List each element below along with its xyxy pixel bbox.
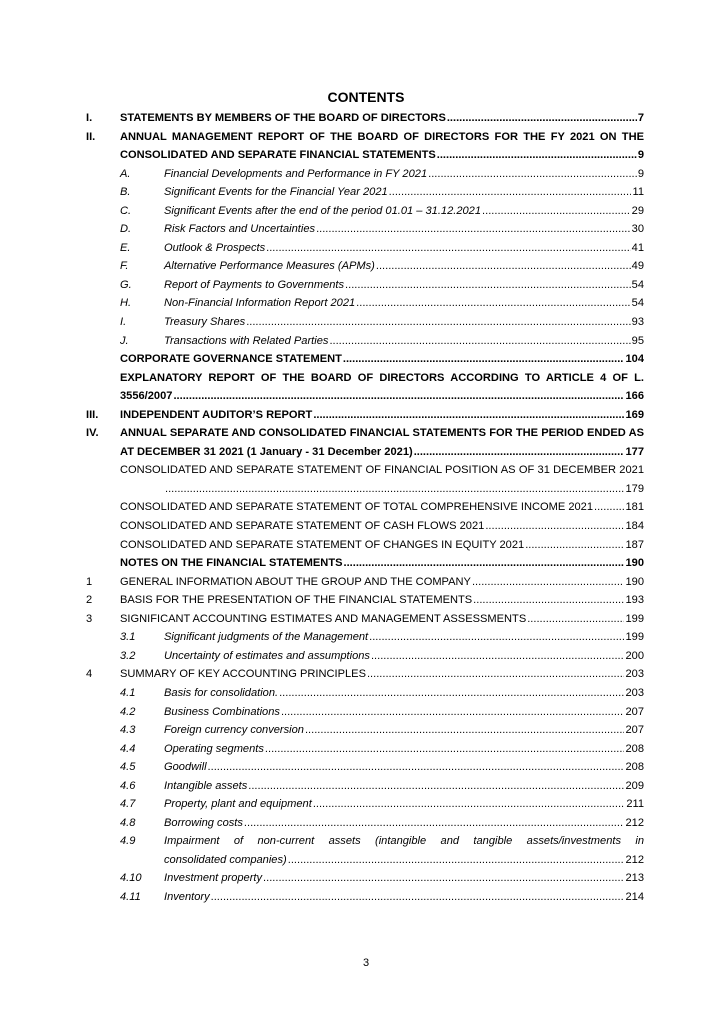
toc-entry[interactable]: [0, 165, 724, 184]
toc-entry[interactable]: [0, 610, 724, 629]
toc-entry[interactable]: [0, 461, 724, 480]
toc-entry-page: 203: [625, 668, 644, 681]
toc-entry-page: 193: [625, 594, 644, 607]
toc-entry-page: 214: [625, 890, 644, 903]
toc-entry[interactable]: [0, 239, 724, 258]
toc-entry-title: Operating segments: [164, 742, 264, 755]
dot-leader: [211, 888, 625, 907]
toc-entry-number: C.: [120, 204, 132, 217]
toc-entry-number: III.: [86, 408, 99, 421]
toc-entry-title: Business Combinations: [164, 705, 280, 718]
dot-leader: [266, 239, 631, 258]
toc-entry-title: 3556/2007: [120, 390, 173, 403]
toc-entry-title: Report of Payments to Governments: [164, 278, 345, 291]
toc-entry-page: 207: [625, 724, 644, 737]
toc-entry-title: Non-Financial Information Report 2021: [164, 297, 356, 310]
toc-entry-page: 209: [625, 779, 644, 792]
toc-entry-page: 93: [631, 316, 644, 329]
dot-leader: [265, 740, 625, 759]
toc-entry-number: 4.2: [120, 705, 136, 718]
toc-entry-page: 9: [637, 149, 644, 162]
toc-entry-title: ANNUAL SEPARATE AND CONSOLIDATED FINANCIAL STATEMENTS FOR THE PERIOD ENDED AS: [120, 427, 644, 440]
toc-entry-title: CONSOLIDATED AND SEPARATE STATEMENT OF CASH FLOWS 2021: [120, 520, 485, 533]
toc-entry[interactable]: [0, 573, 724, 592]
toc-entry-continuation[interactable]: [0, 146, 724, 165]
dot-leader: [246, 313, 630, 332]
toc-entry-title: Financial Developments and Performance in FY 2021: [164, 167, 428, 180]
dot-leader: [244, 814, 625, 833]
toc-entry-continuation[interactable]: [0, 851, 724, 870]
toc-entry[interactable]: [0, 777, 724, 796]
toc-entry-title: GENERAL INFORMATION ABOUT THE GROUP AND THE COMPANY: [120, 575, 471, 588]
toc-entry-number: 4.9: [120, 835, 136, 848]
toc-entry-page: 200: [625, 649, 644, 662]
toc-entry-page: 177: [625, 445, 644, 458]
toc-entry-title: Treasury Shares: [164, 316, 246, 329]
toc-entry[interactable]: [0, 424, 724, 443]
dot-leader: [343, 350, 625, 369]
toc-entry-title: EXPLANATORY REPORT OF THE BOARD OF DIRECTORS ACCORDING TO ARTICLE 4 OF L.: [120, 371, 644, 384]
toc-entry-number: G.: [120, 278, 132, 291]
dot-leader: [414, 443, 625, 462]
toc-entry-page: 190: [625, 575, 644, 588]
toc-entry-continuation[interactable]: [0, 480, 724, 499]
toc-entry[interactable]: [0, 703, 724, 722]
toc-entry-number: E.: [120, 241, 131, 254]
toc-entry[interactable]: [0, 406, 724, 425]
dot-leader: [288, 851, 625, 870]
dot-leader: [279, 684, 624, 703]
dot-leader: [485, 517, 624, 536]
toc-entry-page: 208: [625, 761, 644, 774]
toc-entry[interactable]: [0, 276, 724, 295]
toc-entry-page: 54: [631, 278, 644, 291]
toc-entry[interactable]: [0, 183, 724, 202]
toc-entry-page: 54: [631, 297, 644, 310]
toc-entry-title: Property, plant and equipment: [164, 798, 312, 811]
toc-entry[interactable]: [0, 795, 724, 814]
toc-entry-title: Significant Events for the Financial Year 2021: [164, 186, 388, 199]
toc-entry[interactable]: [0, 888, 724, 907]
toc-entry-page: 166: [625, 390, 644, 403]
dot-leader: [329, 332, 630, 351]
page-title: CONTENTS: [327, 89, 405, 105]
toc-entry-number: A.: [120, 167, 131, 180]
toc-entry[interactable]: [0, 814, 724, 833]
toc-entry-title: CORPORATE GOVERNANCE STATEMENT: [120, 353, 342, 366]
dot-leader: [173, 387, 624, 406]
toc-entry[interactable]: [0, 647, 724, 666]
toc-entry-page: 11: [632, 186, 644, 199]
dot-leader: [428, 165, 637, 184]
toc-entry-title: Impairment of non-current assets (intangible and tangible assets/investments in: [164, 835, 644, 848]
dot-leader: [371, 647, 625, 666]
toc-entry-number: D.: [120, 223, 132, 236]
toc-entry-title: Outlook & Prospects: [164, 241, 266, 254]
toc-entry[interactable]: [0, 684, 724, 703]
toc-entry-page: 104: [625, 353, 644, 366]
toc-entry-title: Basis for consolidation.: [164, 686, 279, 699]
toc-entry-title: NOTES ON THE FINANCIAL STATEMENTS: [120, 557, 343, 570]
toc-entry-number: J.: [120, 334, 129, 347]
dot-leader: [313, 795, 626, 814]
toc-entry-number: 4.8: [120, 816, 136, 829]
toc-entry-number: 4.3: [120, 724, 136, 737]
toc-entry-continuation[interactable]: [0, 387, 724, 406]
dot-leader: [305, 721, 625, 740]
toc-entry-page: 181: [625, 501, 644, 514]
toc-entry-title: INDEPENDENT AUDITOR’S REPORT: [120, 408, 313, 421]
toc-entry-page: 49: [631, 260, 644, 273]
toc-entry-page: 207: [625, 705, 644, 718]
page-number: 3: [362, 957, 370, 969]
toc-entry-page: 30: [631, 223, 644, 236]
dot-leader: [437, 146, 637, 165]
dot-leader: [263, 869, 624, 888]
toc-entry-title: SIGNIFICANT ACCOUNTING ESTIMATES AND MANAGEMENT ASSESSMENTS: [120, 612, 527, 625]
toc-entry-number: 4.5: [120, 761, 136, 774]
toc-entry[interactable]: [0, 128, 724, 147]
toc-entry-page: 212: [625, 816, 644, 829]
toc-entry-title: Inventory: [164, 890, 210, 903]
toc-entry-number: 4.1: [120, 686, 136, 699]
toc-entry-page: 179: [625, 482, 644, 495]
dot-leader: [447, 109, 637, 128]
toc-entry[interactable]: [0, 109, 724, 128]
toc-entry-title: Significant Events after the end of the period 01.01 – 31.12.2021: [164, 204, 482, 217]
toc-entry-page: 211: [626, 798, 644, 811]
toc-entry-title: Alternative Performance Measures (APMs): [164, 260, 375, 273]
toc-entry-page: 9: [637, 167, 644, 180]
toc-entry-number: B.: [120, 186, 131, 199]
dot-leader: [369, 628, 624, 647]
toc-entry[interactable]: [0, 591, 724, 610]
dot-leader: [389, 183, 632, 202]
toc-entry-title: ANNUAL MANAGEMENT REPORT OF THE BOARD OF DIRECTORS FOR THE FY 2021 ON THE: [120, 130, 644, 143]
toc-entry[interactable]: [0, 758, 724, 777]
toc-entry-page: 212: [625, 853, 644, 866]
toc-entry-number: 3.2: [120, 649, 136, 662]
toc-entry-number: 2: [86, 594, 93, 607]
dot-leader: [473, 591, 624, 610]
toc-entry-title: Investment property: [164, 872, 263, 885]
toc-entry-number: IV.: [86, 427, 99, 440]
toc-entry-page: 208: [625, 742, 644, 755]
toc-entry-number: I.: [86, 112, 93, 124]
toc-entry-number: 4.11: [120, 890, 141, 903]
toc-entry-title: AT DECEMBER 31 2021 (1 January - 31 December 2021): [120, 445, 413, 458]
dot-leader: [316, 220, 631, 239]
toc-entry-title: Significant judgments of the Management: [164, 631, 369, 644]
toc-entry[interactable]: [0, 721, 724, 740]
toc-entry-title: SUMMARY OF KEY ACCOUNTING PRINCIPLES: [120, 668, 366, 681]
toc-entry-page: 199: [625, 612, 644, 625]
dot-leader: [345, 276, 631, 295]
toc-entry[interactable]: [0, 257, 724, 276]
toc-entry-number: II.: [86, 130, 96, 143]
toc-entry-title: CONSOLIDATED AND SEPARATE STATEMENT OF CHANGES IN EQUITY 2021: [120, 538, 525, 551]
toc-entry-title: CONSOLIDATED AND SEPARATE STATEMENT OF TOTAL COMPREHENSIVE INCOME 2021: [120, 501, 594, 514]
toc-entry[interactable]: [0, 313, 724, 332]
toc-entry[interactable]: [0, 202, 724, 221]
toc-entry[interactable]: [0, 294, 724, 313]
toc-entry-title: Intangible assets: [164, 779, 248, 792]
dot-leader: [472, 573, 625, 592]
dot-leader: [482, 202, 631, 221]
toc-entry[interactable]: [0, 332, 724, 351]
toc-entry-page: 203: [625, 686, 644, 699]
dot-leader: [281, 703, 625, 722]
toc-entry-page: 41: [631, 241, 644, 254]
toc-entry-title: Goodwill: [164, 761, 207, 774]
toc-entry-number: 4.4: [120, 742, 136, 755]
toc-entry-page: 190: [625, 557, 644, 570]
toc-entry-page: 184: [625, 520, 644, 533]
toc-entry[interactable]: [0, 220, 724, 239]
toc-entry-number: I.: [120, 316, 127, 329]
toc-entry-title: BASIS FOR THE PRESENTATION OF THE FINANCIAL STATEMENTS: [120, 594, 473, 607]
dot-leader: [525, 536, 624, 555]
toc-entry-number: 4.7: [120, 798, 136, 811]
toc-entry-continuation[interactable]: [0, 443, 724, 462]
toc-entry-page: 187: [625, 538, 644, 551]
toc-entry-page: 95: [631, 334, 644, 347]
toc-entry-title: CONSOLIDATED AND SEPARATE STATEMENT OF FINANCIAL POSITION AS OF 31 DECEMBER 2021: [120, 464, 644, 477]
toc-entry-title: Uncertainty of estimates and assumptions: [164, 649, 370, 662]
toc-entry-number: 4: [86, 668, 93, 681]
toc-entry[interactable]: [0, 369, 724, 388]
toc-entry-page: 199: [625, 631, 644, 644]
toc-entry[interactable]: [0, 517, 724, 536]
toc-entry-page: 29: [631, 204, 644, 217]
table-of-contents: [0, 109, 724, 907]
dot-leader: [367, 665, 625, 684]
toc-entry-title: consolidated companies): [164, 853, 287, 866]
dot-leader: [208, 758, 625, 777]
toc-entry-title: CONSOLIDATED AND SEPARATE FINANCIAL STATEMENTS: [120, 149, 436, 162]
dot-leader: [248, 777, 624, 796]
dot-leader: [594, 498, 624, 517]
toc-entry[interactable]: [0, 536, 724, 555]
dot-leader: [376, 257, 631, 276]
toc-entry-page: 7: [637, 112, 644, 124]
dot-leader: [344, 554, 625, 573]
dot-leader: [527, 610, 624, 629]
toc-entry-number: F.: [120, 260, 129, 273]
toc-entry[interactable]: [0, 350, 724, 369]
toc-entry-number: 4.6: [120, 779, 136, 792]
toc-entry[interactable]: [0, 554, 724, 573]
toc-entry[interactable]: [0, 498, 724, 517]
toc-entry-number: H.: [120, 297, 132, 310]
toc-entry-page: 213: [625, 872, 644, 885]
toc-entry-title: Risk Factors and Uncertainties: [164, 223, 316, 236]
toc-entry-number: 3.1: [120, 631, 136, 644]
toc-entry-title: Foreign currency conversion: [164, 724, 304, 737]
toc-entry[interactable]: [0, 869, 724, 888]
toc-entry[interactable]: [0, 740, 724, 759]
toc-entry-title: Borrowing costs: [164, 816, 243, 829]
toc-entry-title: Transactions with Related Parties: [164, 334, 329, 347]
toc-entry-page: 169: [625, 408, 644, 421]
toc-entry-title: STATEMENTS BY MEMBERS OF THE BOARD OF DIRECTORS: [120, 112, 446, 124]
toc-entry[interactable]: [0, 832, 724, 851]
dot-leader: [165, 480, 624, 499]
toc-entry-number: 4.10: [120, 872, 142, 885]
toc-entry-number: 3: [86, 612, 93, 625]
dot-leader: [356, 294, 630, 313]
toc-entry[interactable]: [0, 665, 724, 684]
toc-entry-number: 1: [86, 575, 93, 588]
toc-entry[interactable]: [0, 628, 724, 647]
dot-leader: [313, 406, 624, 425]
